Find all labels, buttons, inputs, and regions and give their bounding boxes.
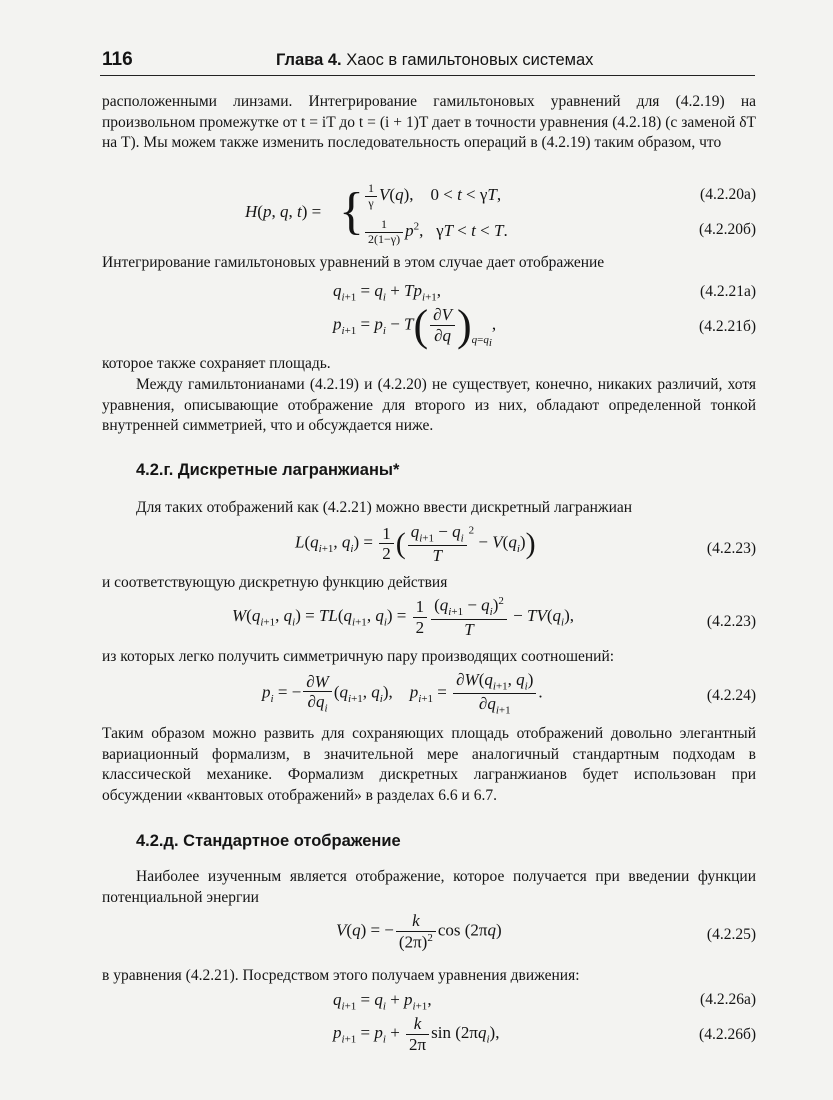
equation-number-4-2-25: (4.2.25) <box>706 926 756 943</box>
paragraph-5: Для таких отображений как (4.2.21) можно ввести дискретный лагранжиан <box>136 499 633 516</box>
equation-number-4-2-24: (4.2.24) <box>706 687 756 704</box>
paragraph-1: расположенными линзами. Интегрирование гамильтоновых уравнений для (4.2.19) на произвольном промежутке от t = iT до t = (i + 1)T дает в точности уравнения (4.2.18) (с заменой δT на T). Мы можем также изменить последовательность операций в (4.2.19) таким образом, что <box>102 93 756 151</box>
chapter-label: Глава 4. <box>276 51 342 69</box>
equation-map-q: $q_{i+1} = q_i + Tp_{i+1}$, <box>333 281 442 304</box>
paragraph-4: Между гамильтонианами (4.2.19) и (4.2.20) не существует, конечно, никаких различий, хотя уравнения, описывающие отображение для второго из них, обладают определенной тонкой внутренней симметрией, что и обсуждается ниже. <box>102 376 756 434</box>
paragraph-8: Таким образом можно развить для сохраняющих площадь отображений довольно элегантный вариационный формализм, в значительной мере аналогичный стандартным подходам в классической механике. Формализм дискретных лагранжианов будет использован при обсуждении «квантовых отображений» в разделах 6.6 и 6.7. <box>102 725 756 804</box>
paragraph-7: из которых легко получить симметричную пару производящих соотношений: <box>102 648 615 665</box>
equation-number-4-2-26b: (4.2.26б) <box>699 1026 756 1043</box>
equation-number-4-2-21a: (4.2.21а) <box>700 283 756 300</box>
equation-map-p: $p_{i+1} = p_i - T$( $\frac{\partial V}{\partial q}$ )$_{q=q_i}$, <box>333 301 497 350</box>
equation-lagrangian: $L(q_{i+1}$, $q_i$) = $\frac{1}{2}$ ( $\frac{q_{i+1} - q_i}{T}$ $^2 - V(q_i)$) <box>295 522 536 566</box>
chapter-heading <box>276 51 593 70</box>
equation-number-4-2-21b: (4.2.21б) <box>699 318 756 335</box>
page-number: 116 <box>102 49 133 70</box>
equation-action: $W(q_{i+1}$, $q_i) = TL(q_{i+1}$, $q_i$) = $\frac{1}{2}$ $\frac{(q_{i+1} - q_i)^2}{T}$ − $TV(q_i)$, <box>232 595 574 639</box>
paragraph-10: в уравнения (4.2.21). Посредством этого получаем уравнения движения: <box>102 967 580 984</box>
paragraph-9: Наиболее изученным является отображение, которое получается при введении функции потенциальной энергии <box>102 868 756 906</box>
equation-number-4-2-23-lagrangian: (4.2.23) <box>706 540 756 557</box>
section-heading-4-2-d: 4.2.д. Стандартное отображение <box>136 832 401 850</box>
book-page: 116 Глава 4. Хаос в гамильтоновых системах расположенными линзами. Интегрирование гамильтоновых уравнений для (4.2.19) на произвольном промежутке от t = iT до t = (i + 1)T дает в точности уравнения (4.2.18) (с заменой δT на T). Мы можем также изменить последовательность операций в (4.2.19) таким образом, что H(p, q, t) = { $\frac{1}{\gamma}$ V(q), 0 < t < γT, $\frac{1}{2(1-\gamma)}$ $p^2$, γT < t < T. (4.2.20а) (4.2.20б) Интегрирование гамильтоновых уравнений в этом случае дает отображение $q_{i+1} = q_i + Tp_{i+1}$, (4.2.21а) $p_{i+1} = p_i - T$( $\frac{\partial V}{\partial q}$ )$_{q=q_i}$, (4.2.21б) которое также сохраняет площадь. Между гамильтонианами (4.2.19) и (4.2.20) не существует, конечно, никаких различий, хотя уравнения, описывающие отображение для второго из них, обладают определенной тонкой внутренней симметрией, что и обсуждается ниже. 4.2.г. Дискретные лагранжианы* Для таких отображений как (4.2.21) можно ввести дискретный лагранжиан $L(q_{i+1}$, $q_i$) = $\frac{1}{2}$ ( $\frac{q_{i+1} - q_i}{T}$ $^2 - V(q_i)$) (4.2.23) и соответствующую дискретную функцию действия $W(q_{i+1}$, $q_i) = TL(q_{i+1}$, $q_i$) = $\frac{1}{2}$ $\frac{(q_{i+1} - q_i)^2}{T}$ − $TV(q_i)$, (4.2.23) из которых легко получить симметричную пару производящих соотношений: $p_i$ = − $\frac{\partial W}{\partial q_i}$ ($q_{i+1}$, $q_i$), $p_{i+1}$ = $\frac{\partial W(q_{i+1}, q_i)}{\partial q_{i+1}}$ . (4.2.24) Таким образом можно развить для сохраняющих площадь отображений довольно элегантный вариационный формализм, в значительной мере аналогичный стандартным подходам в классической механике. Формализм дискретных лагранжианов будет использован при обсуждении «квантовых отображений» в разделах 6.6 и 6.7. 4.2.д. Стандартное отображение Наиболее изученным является отображение, которое получается при введении функции потенциальной энергии V(q) = − $\frac{k}{(2\pi)^2}$ cos (2πq) (4.2.25) в уравнения (4.2.21). Посредством этого получаем уравнения движения: $q_{i+1} = q_i + p_{i+1}$, (4.2.26а) $p_{i+1} = p_i$ + $\frac{k}{2\pi}$ $\sin (2\pi q_i)$, (4.2.26б) <box>102 49 756 1054</box>
paragraph-3: которое также сохраняет площадь. <box>102 355 331 372</box>
equation-number-4-2-23-action: (4.2.23) <box>706 613 756 630</box>
running-header <box>100 49 755 76</box>
equation-number-4-2-20b: (4.2.20б) <box>699 221 756 238</box>
section-heading-4-2-g: 4.2.г. Дискретные лагранжианы* <box>136 461 400 479</box>
equation-potential: V(q) = − $\frac{k}{(2\pi)^2}$ cos (2πq) <box>336 911 502 952</box>
paragraph-6: и соответствующую дискретную функцию действия <box>102 574 448 591</box>
chapter-title: Хаос в гамильтоновых системах <box>346 51 594 69</box>
equation-number-4-2-20a: (4.2.20а) <box>700 186 756 203</box>
equation-number-4-2-26a: (4.2.26а) <box>700 991 756 1008</box>
equation-standard-map-q: $q_{i+1} = q_i + p_{i+1}$, <box>333 990 432 1013</box>
paragraph-2: Интегрирование гамильтоновых уравнений в этом случае дает отображение <box>102 254 605 271</box>
equation-generating: $p_i$ = − $\frac{\partial W}{\partial q_i}$ ($q_{i+1}$, $q_i$), $p_{i+1}$ = $\frac{\partial W(q_{i+1}, q_i)}{\partial q_{i+1}}$ . <box>262 670 543 717</box>
equation-standard-map-p: $p_{i+1} = p_i$ + $\frac{k}{2\pi}$ $\sin (2\pi q_i)$, <box>333 1014 500 1054</box>
